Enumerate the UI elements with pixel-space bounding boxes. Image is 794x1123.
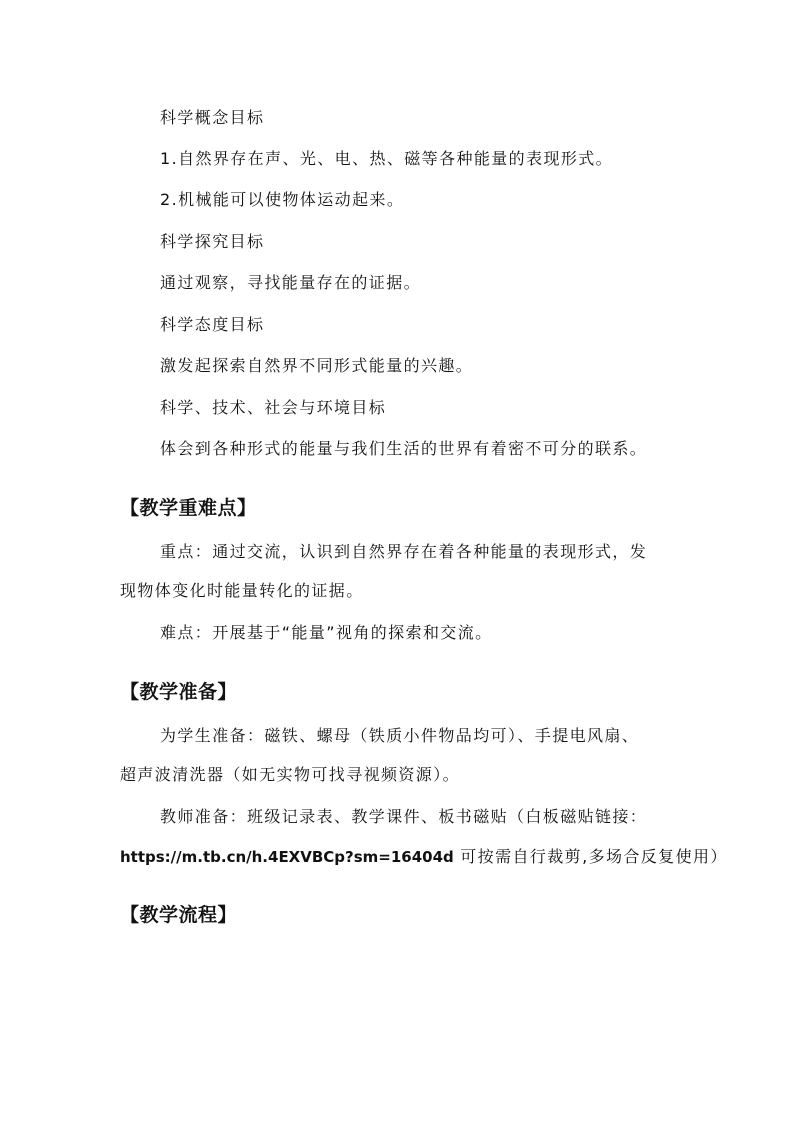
sts-goal-text: 体会到各种形式的能量与我们生活的世界有着密不可分的联系。	[160, 439, 648, 458]
teacher-prep-line2	[120, 846, 728, 868]
concept-goal-item-1: 1.自然界存在声、光、电、热、磁等各种能量的表现形式。	[160, 149, 614, 168]
difficulty-text: 难点：开展基于“能量”视角的探索和交流。	[160, 623, 493, 642]
focus-text-line1: 重点：通过交流，认识到自然界存在着各种能量的表现形式，发	[160, 542, 648, 561]
student-prep-line1: 为学生准备：磁铁、螺母（铁质小件物品均可）、手提电风扇、	[160, 726, 640, 745]
focus-text-line2: 现物体变化时能量转化的证据。	[120, 581, 364, 600]
teacher-prep-line1: 教师准备：班级记录表、教学课件、板书磁贴（白板磁贴链接：	[160, 807, 648, 826]
key-points-heading: 【教学重难点】	[120, 497, 257, 519]
student-prep-line2: 超声波清洗器（如无实物可找寻视频资源）。	[120, 765, 461, 784]
attitude-goal-title: 科学态度目标	[160, 315, 265, 334]
attitude-goal-text: 激发起探索自然界不同形式能量的兴趣。	[160, 356, 474, 375]
magnet-link[interactable]: https://m.tb.cn/h.4EXVBCp?sm=16404d	[120, 848, 454, 866]
preparation-heading: 【教学准备】	[120, 681, 238, 703]
inquiry-goal-text: 通过观察，寻找能量存在的证据。	[160, 273, 422, 292]
process-heading: 【教学流程】	[120, 904, 238, 926]
teacher-prep-line2-rest: 可按需自行裁剪,多场合反复使用）	[453, 847, 728, 866]
inquiry-goal-title: 科学探究目标	[160, 232, 265, 251]
concept-goal-item-2: 2.机械能可以使物体运动起来。	[160, 190, 405, 209]
concept-goal-title: 科学概念目标	[160, 108, 265, 127]
sts-goal-title: 科学、技术、社会与环境目标	[160, 398, 387, 417]
